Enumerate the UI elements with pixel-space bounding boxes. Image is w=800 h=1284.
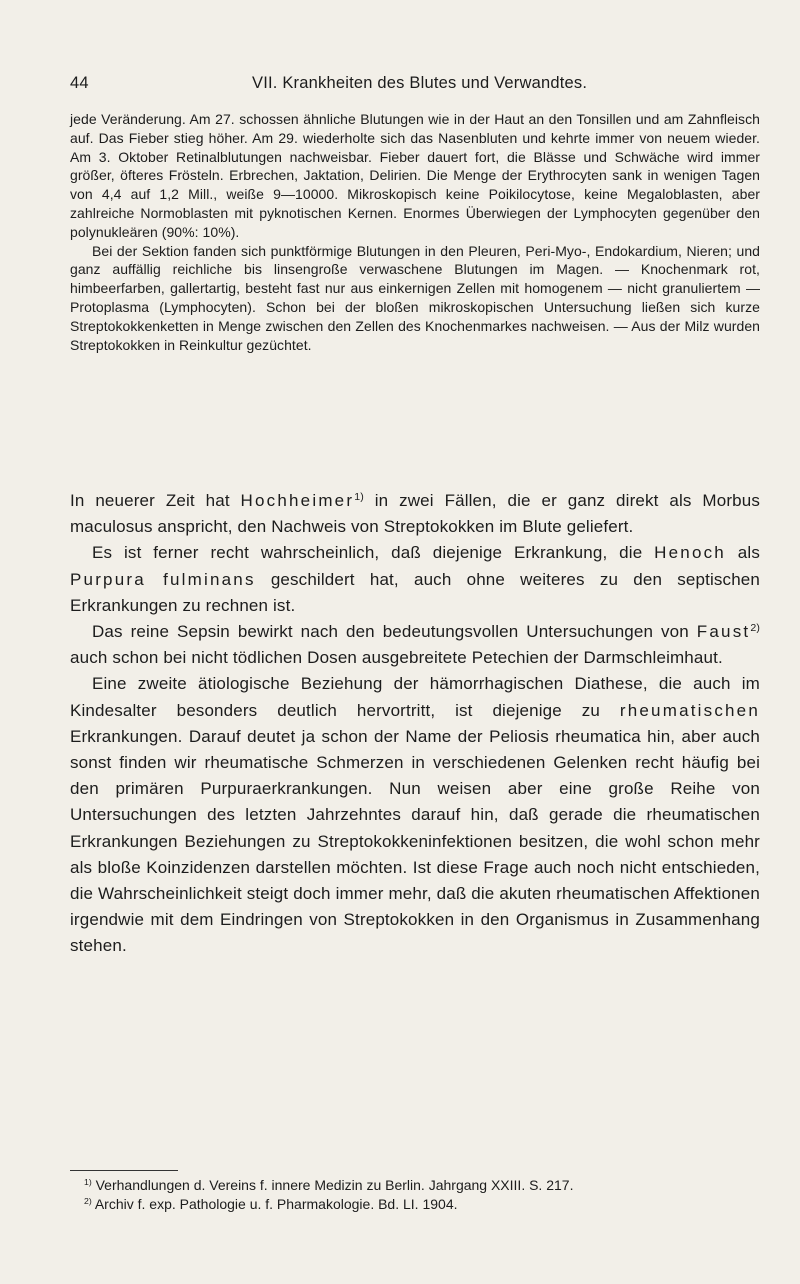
footnote-text: Archiv f. exp. Pathologie u. f. Pharmakologie. Bd. LI. 1904. [91, 1195, 458, 1212]
main-text-section [70, 488, 760, 960]
text-run: als [725, 543, 760, 563]
footnote-ref: 1) [354, 491, 364, 504]
footnote-2 [70, 1195, 760, 1214]
text-run: auch schon bei nicht tödlichen Dosen ausgebreitete Petechien der Darmschleimhaut. [70, 648, 723, 668]
text-run: geschildert hat, auch ohne weiteres zu den septischen Erkrankungen zu rechnen ist. [70, 569, 761, 615]
case-report-section [70, 110, 760, 354]
author-name: Faust [696, 622, 751, 642]
page-number: 44 [70, 74, 89, 92]
text-run: Eine zweite ätiologische Beziehung der hämorrhagischen Diathese, die auch im Kindesalter besonders deutlich hervortritt, ist diejenige zu [70, 674, 760, 720]
footnote-divider [70, 1170, 178, 1171]
running-title: VII. Krankheiten des Blutes und Verwandtes. [252, 74, 588, 92]
text-run: Es ist ferner recht wahrscheinlich, daß diejenige Erkrankung, die [92, 543, 655, 563]
footnote-mark: 2) [84, 1195, 92, 1206]
paragraph-faust [70, 619, 760, 671]
autopsy-paragraph: Bei der Sektion fanden sich punktförmige Blutungen in den Pleuren, Peri-Myo-, Endokardium, Nieren; und ganz auffällig reichliche bis linsengroße verwaschene Blutungen im Magen. — Knochenmark rot, himbeerfarben, gallertartig, besteht fast nur aus einkernigen Zellen mit homogenem — nicht granuliertem — Protoplasma (Lymphocyten). Schon bei der bloßen mikroskopischen Untersuchung ließen sich kurze Streptokokkenketten in Menge zwischen den Zellen des Knochenmarkes nachweisen. — Aus der Milz wurden Streptokokken in Reinkultur gezüchtet. [70, 242, 760, 353]
footnote-mark: 1) [84, 1177, 92, 1188]
paragraph-henoch [70, 540, 760, 619]
emphasized-term: rheumatischen [619, 700, 760, 720]
footnote-text: Verhandlungen d. Vereins f. innere Medizin zu Berlin. Jahrgang XXIII. S. 217. [91, 1177, 574, 1193]
case-report-paragraph: jede Veränderung. Am 27. schossen ähnliche Blutungen wie in der Haut an den Tonsillen und am Zahnfleisch auf. Das Fieber stieg höher. Am 29. wiederholte sich das Nasenbluten und kehrte immer von neuem wieder. Am 3. Oktober Retinalblutungen nachweisbar. Fieber dauert fort, die Blässe und Schwäche wird immer größer, öfteres Frösteln. Erbrechen, Jaktation, Delirien. Die Menge der Erythrocyten sank in wenigen Tagen von 4,4 auf 1,2 Mill., weiße 9—10000. Mikroskopisch keine Poikilocytose, keine Megaloblasten, aber zahlreiche Normoblasten mit pyknotischen Kernen. Enormes Überwiegen der Lymphocyten gegenüber den polynukleären (90%: 10%). [70, 111, 760, 240]
text-run: Das reine Sepsin bewirkt nach den bedeutungsvollen Untersuchungen von [92, 622, 697, 642]
footnotes [70, 1176, 760, 1213]
page-header [70, 74, 760, 98]
author-name: Hochheimer [240, 491, 355, 510]
author-name: Henoch [654, 543, 726, 563]
paragraph-hochheimer [70, 488, 760, 540]
footnote-ref: 2) [750, 622, 760, 635]
paragraph-rheumatic [70, 671, 760, 959]
text-run: in zwei Fällen, die er ganz direkt als Morbus maculosus anspricht, den Nachweis von Streptokokken im Blute geliefert. [70, 491, 760, 537]
footnote-1 [70, 1176, 760, 1195]
text-run: In neuerer Zeit hat [70, 491, 241, 510]
text-run: Erkrankungen. Darauf deutet ja schon der Name der Peliosis rheumatica hin, aber auch sonst finden wir rheumatische Schmerzen in verschiedenen Gelenken recht häufig bei den primären Purpuraerkrankungen. Nun weisen aber eine große Reihe von Untersuchungen des letzten Jahrzehntes darauf hin, daß gerade die rheumatischen Erkrankungen Beziehungen zu Streptokokkeninfektionen besitzen, die wohl schon mehr als bloße Koinzidenzen darstellen möchten. Ist diese Frage auch noch nicht entschieden, die Wahrscheinlichkeit steigt doch immer mehr, daß die akuten rheumatischen Affektionen irgendwie mit dem Eindringen von Streptokokken in den Organismus in Zusammenhang stehen. [70, 726, 760, 956]
emphasized-term: Purpura fulminans [70, 569, 256, 589]
